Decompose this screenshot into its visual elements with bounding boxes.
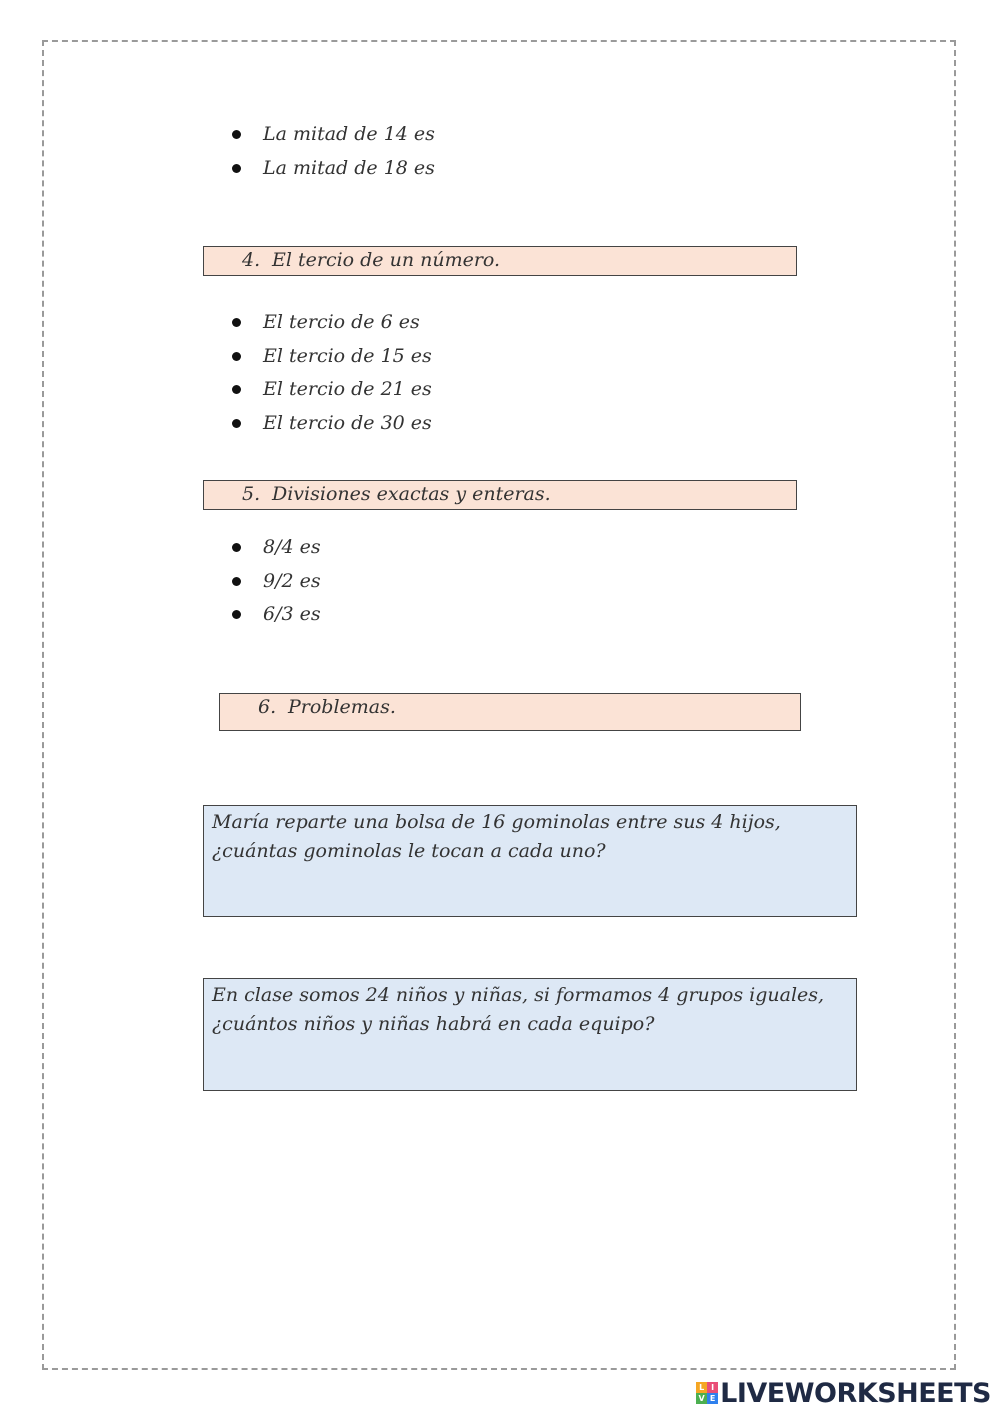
section-title: Divisiones exactas y enteras.	[272, 483, 551, 505]
section-4-heading	[203, 246, 797, 276]
half-exercise-list	[232, 118, 435, 185]
list-item: La mitad de 18 es	[232, 152, 435, 186]
logo-tile: V	[696, 1393, 707, 1404]
section-number: 4.	[242, 249, 261, 271]
list-item: El tercio de 15 es	[232, 340, 432, 374]
list-item: 9/2 es	[232, 565, 321, 599]
logo-tile: L	[696, 1382, 707, 1393]
third-exercise-list	[232, 306, 432, 441]
section-5-heading	[203, 480, 797, 510]
liveworksheets-logo-icon	[696, 1382, 718, 1404]
list-item: 6/3 es	[232, 598, 321, 632]
list-item: La mitad de 14 es	[232, 118, 435, 152]
section-number: 5.	[242, 483, 261, 505]
problem-1-box	[203, 805, 857, 917]
problem-1-text: María reparte una bolsa de 16 gominolas entre sus 4 hijos, ¿cuántas gominolas le tocan a cada uno?	[212, 811, 781, 862]
logo-tile: E	[707, 1393, 718, 1404]
division-exercise-list	[232, 531, 321, 632]
list-item: El tercio de 30 es	[232, 407, 432, 441]
list-item: El tercio de 21 es	[232, 373, 432, 407]
list-item: 8/4 es	[232, 531, 321, 565]
brand-name: LIVEWORKSHEETS	[720, 1377, 991, 1409]
section-title: Problemas.	[288, 696, 396, 718]
problem-2-text: En clase somos 24 niños y niñas, si formamos 4 grupos iguales, ¿cuántos niños y niñas habrá en cada equipo?	[212, 984, 825, 1035]
liveworksheets-brand	[696, 1377, 991, 1409]
list-item: El tercio de 6 es	[232, 306, 432, 340]
problem-2-box	[203, 978, 857, 1091]
logo-tile: I	[707, 1382, 718, 1393]
section-6-heading	[219, 693, 801, 731]
section-number: 6.	[258, 696, 277, 718]
section-title: El tercio de un número.	[272, 249, 501, 271]
